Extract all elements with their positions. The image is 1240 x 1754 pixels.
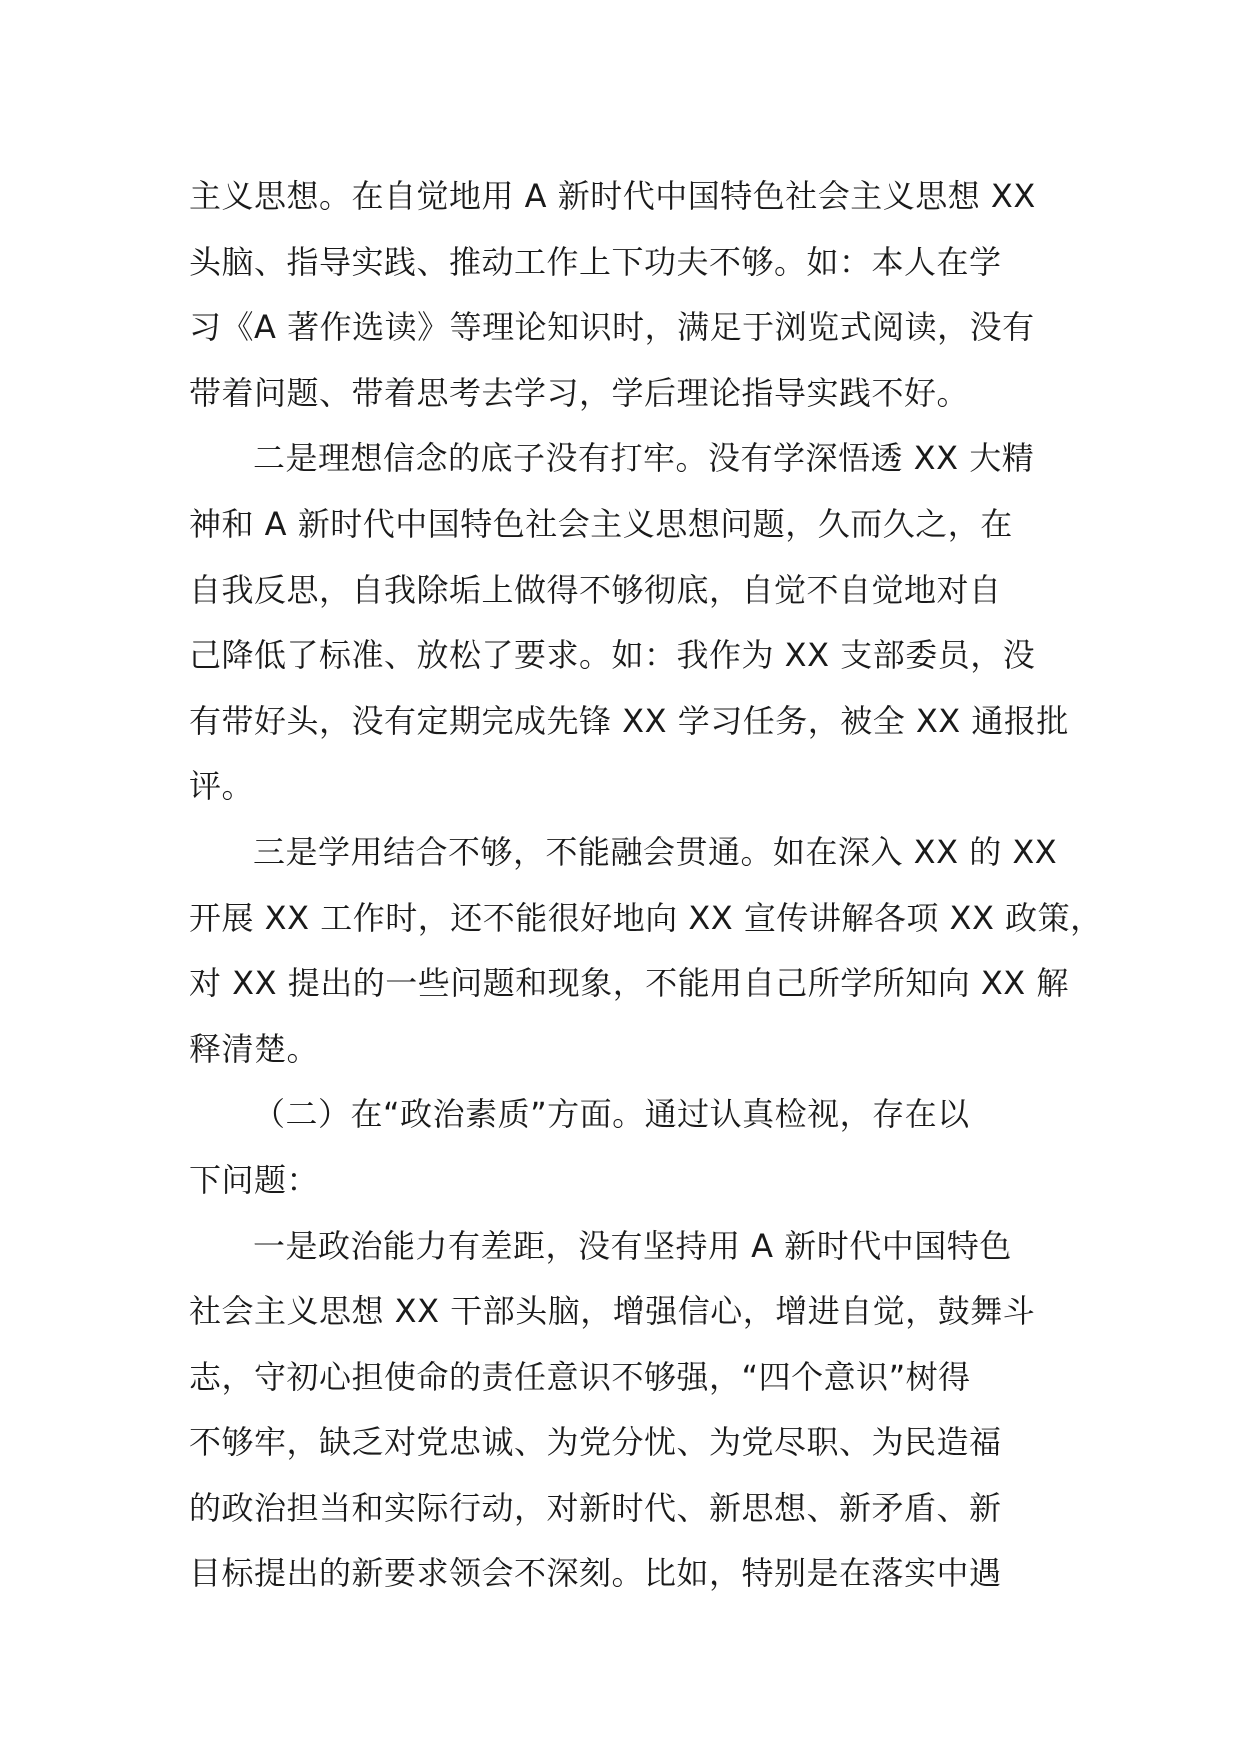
paragraph-start-line: 一是政治能力有差距，没有坚持用 A 新时代中国特色 [253,1226,1012,1265]
text-line: 释清楚。 [189,1029,320,1068]
text-line: 对 XX 提出的一些问题和现象，不能用自己所学所知向 XX 解 [189,964,1069,1003]
text-line: 主义思想。在自觉地用 A 新时代中国特色社会主义思想 XX [189,177,1036,215]
text-line: 有带好头，没有定期完成先锋 XX 学习任务，被全 XX 通报批 [189,701,1069,740]
text-line: 神和 A 新时代中国特色社会主义思想问题，久而久之，在 [189,504,1013,543]
text-line: 社会主义思想 XX 干部头脑，增强信心，增进自觉，鼓舞斗 [189,1292,1036,1331]
paragraph-start-line: 三是学用结合不够，不能融会贯通。如在深入 XX 的 XX [253,832,1058,871]
text-line: 的政治担当和实际行动，对新时代、新思想、新矛盾、新 [189,1488,1002,1527]
text-line: 带着问题、带着思考去学习，学后理论指导实践不好。 [189,373,970,412]
text-line: 志，守初心担使命的责任意识不够强，“四个意识”树得 [189,1357,971,1396]
paragraph-start-line: 二是理想信念的底子没有打牢。没有学深悟透 XX 大精 [253,439,1035,478]
text-line: 自我反思，自我除垢上做得不够彻底，自觉不自觉地对自 [189,570,1002,609]
text-line: 习《A 著作选读》等理论知识时，满足于浏览式阅读，没有 [189,308,1035,347]
text-line: 评。 [189,767,255,806]
text-line: 目标提出的新要求领会不深刻。比如，特别是在落实中遇 [189,1554,1002,1593]
section-heading-line: （二）在“政治素质”方面。通过认真检视，存在以 [253,1095,970,1134]
text-line: 下问题： [189,1160,320,1199]
document-body [189,164,1103,1607]
text-line: 头脑、指导实践、推动工作上下功夫不够。如：本人在学 [189,242,1002,281]
text-line: 开展 XX 工作时，还不能很好地向 XX 宣传讲解各项 XX 政策， [189,898,1103,937]
text-line: 己降低了标准、放松了要求。如：我作为 XX 支部委员，没 [189,636,1036,675]
text-line: 不够牢，缺乏对党忠诚、为党分忧、为党尽职、为民造福 [189,1423,1002,1462]
